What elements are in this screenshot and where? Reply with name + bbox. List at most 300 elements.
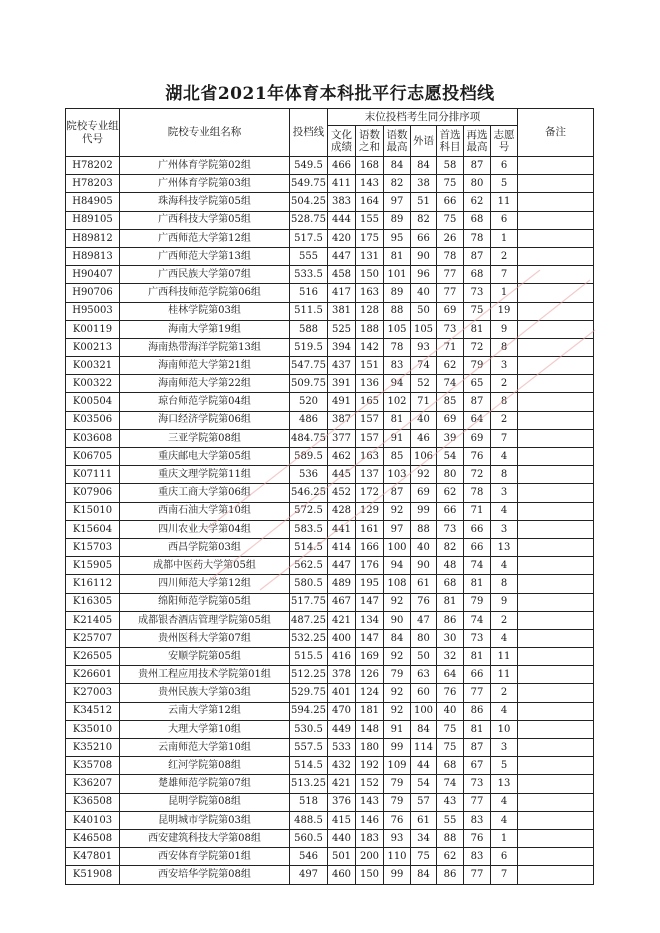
cell-c2: 148 — [356, 720, 384, 738]
cell-c4: 106 — [411, 448, 437, 466]
cell-code: K36508 — [66, 793, 120, 811]
cell-c1: 378 — [328, 666, 356, 684]
cell-c3: 97 — [384, 520, 411, 538]
cell-c1: 466 — [328, 157, 356, 175]
cell-c7: 2 — [491, 684, 518, 702]
table-body — [66, 157, 594, 885]
cell-remark — [518, 611, 594, 629]
cell-name: 重庆文理学院第11组 — [120, 466, 290, 484]
cell-c1: 400 — [328, 629, 356, 647]
cell-c7: 5 — [491, 757, 518, 775]
cell-code: H90706 — [66, 284, 120, 302]
cell-c7: 5 — [491, 175, 518, 193]
cell-c5: 78 — [437, 247, 464, 265]
table-row — [66, 575, 594, 593]
header-score: 投档线 — [290, 109, 328, 157]
cell-c4: 44 — [411, 757, 437, 775]
cell-c4: 84 — [411, 866, 437, 884]
table-row — [66, 557, 594, 575]
cell-c5: 71 — [437, 338, 464, 356]
cell-c7: 8 — [491, 575, 518, 593]
cell-remark — [518, 429, 594, 447]
cell-c6: 75 — [464, 302, 491, 320]
table-row — [66, 266, 594, 284]
cell-c3: 97 — [384, 193, 411, 211]
cell-name: 海南师范大学第21组 — [120, 357, 290, 375]
cell-c1: 377 — [328, 429, 356, 447]
cell-c3: 88 — [384, 302, 411, 320]
table-row — [66, 375, 594, 393]
cell-c7: 19 — [491, 302, 518, 320]
header-culture: 文化成绩 — [328, 126, 356, 157]
cell-c4: 93 — [411, 338, 437, 356]
cell-name: 西昌学院第03组 — [120, 538, 290, 556]
cell-c5: 69 — [437, 411, 464, 429]
cell-name: 广西民族大学第07组 — [120, 266, 290, 284]
cell-score: 580.5 — [290, 575, 328, 593]
cell-score: 549.75 — [290, 175, 328, 193]
table-row — [66, 793, 594, 811]
cell-score: 555 — [290, 247, 328, 265]
cell-name: 楚雄师范学院第07组 — [120, 775, 290, 793]
cell-name: 西南石油大学第10组 — [120, 502, 290, 520]
cell-score: 486 — [290, 411, 328, 429]
cell-remark — [518, 393, 594, 411]
cell-code: K15905 — [66, 557, 120, 575]
cell-c1: 501 — [328, 848, 356, 866]
cell-c6: 79 — [464, 357, 491, 375]
cell-c7: 4 — [491, 448, 518, 466]
cell-score: 533.5 — [290, 266, 328, 284]
cell-c2: 152 — [356, 775, 384, 793]
cell-name: 广西师范大学第12组 — [120, 229, 290, 247]
cell-c1: 411 — [328, 175, 356, 193]
header-wish-number: 志愿号 — [491, 126, 518, 157]
cell-score: 530.5 — [290, 720, 328, 738]
cell-c1: 414 — [328, 538, 356, 556]
table-row — [66, 284, 594, 302]
cell-c7: 7 — [491, 266, 518, 284]
cell-c3: 92 — [384, 702, 411, 720]
cell-c6: 76 — [464, 448, 491, 466]
cell-remark — [518, 593, 594, 611]
cell-c5: 40 — [437, 702, 464, 720]
cell-remark — [518, 538, 594, 556]
cell-c1: 444 — [328, 211, 356, 229]
cell-c2: 163 — [356, 284, 384, 302]
table-row — [66, 848, 594, 866]
cell-score: 509.75 — [290, 375, 328, 393]
cell-c1: 415 — [328, 811, 356, 829]
cell-c3: 81 — [384, 411, 411, 429]
table-row — [66, 466, 594, 484]
cell-code: K03608 — [66, 429, 120, 447]
table-row — [66, 720, 594, 738]
table-row — [66, 448, 594, 466]
cell-remark — [518, 829, 594, 847]
cell-remark — [518, 502, 594, 520]
cell-c5: 75 — [437, 739, 464, 757]
cell-score: 549.5 — [290, 157, 328, 175]
cell-c1: 432 — [328, 757, 356, 775]
cell-c2: 128 — [356, 302, 384, 320]
cell-c5: 81 — [437, 593, 464, 611]
cell-c1: 525 — [328, 320, 356, 338]
cell-c4: 40 — [411, 284, 437, 302]
cell-c7: 3 — [491, 484, 518, 502]
table-row — [66, 157, 594, 175]
cell-c2: 157 — [356, 429, 384, 447]
cell-name: 三亚学院第08组 — [120, 429, 290, 447]
cell-c5: 68 — [437, 575, 464, 593]
header-second-max: 再选最高 — [464, 126, 491, 157]
cell-c3: 90 — [384, 611, 411, 629]
cell-c4: 90 — [411, 557, 437, 575]
cell-score: 488.5 — [290, 811, 328, 829]
cell-c2: 169 — [356, 648, 384, 666]
cell-code: H90407 — [66, 266, 120, 284]
cell-c4: 99 — [411, 502, 437, 520]
cell-c2: 157 — [356, 411, 384, 429]
cell-c1: 447 — [328, 557, 356, 575]
cell-c6: 72 — [464, 338, 491, 356]
cell-code: K06705 — [66, 448, 120, 466]
cell-c5: 85 — [437, 393, 464, 411]
table-row — [66, 302, 594, 320]
cell-name: 珠海科技学院第05组 — [120, 193, 290, 211]
cell-c4: 61 — [411, 811, 437, 829]
cell-score: 583.5 — [290, 520, 328, 538]
cell-c2: 147 — [356, 593, 384, 611]
cell-score: 484.75 — [290, 429, 328, 447]
cell-c7: 7 — [491, 429, 518, 447]
cell-c4: 84 — [411, 157, 437, 175]
cell-c4: 71 — [411, 393, 437, 411]
table-row — [66, 484, 594, 502]
cell-c2: 195 — [356, 575, 384, 593]
cell-name: 西安培华学院第08组 — [120, 866, 290, 884]
cell-code: K47801 — [66, 848, 120, 866]
cell-code: K35210 — [66, 739, 120, 757]
cell-c1: 391 — [328, 375, 356, 393]
cell-c5: 62 — [437, 357, 464, 375]
cell-remark — [518, 520, 594, 538]
cell-remark — [518, 793, 594, 811]
table-row — [66, 357, 594, 375]
cell-c5: 73 — [437, 320, 464, 338]
cell-c4: 40 — [411, 538, 437, 556]
cell-c6: 73 — [464, 284, 491, 302]
cell-c3: 92 — [384, 648, 411, 666]
cell-code: K35010 — [66, 720, 120, 738]
cell-c5: 75 — [437, 720, 464, 738]
cell-c7: 11 — [491, 648, 518, 666]
cell-score: 517.75 — [290, 593, 328, 611]
cell-c3: 76 — [384, 811, 411, 829]
cell-c4: 50 — [411, 648, 437, 666]
cell-score: 518 — [290, 793, 328, 811]
cell-score: 560.5 — [290, 829, 328, 847]
cell-c7: 6 — [491, 211, 518, 229]
cell-c1: 416 — [328, 648, 356, 666]
cell-code: H89812 — [66, 229, 120, 247]
cell-score: 562.5 — [290, 557, 328, 575]
cell-c7: 13 — [491, 538, 518, 556]
table-row — [66, 666, 594, 684]
cell-code: K00321 — [66, 357, 120, 375]
cell-c1: 441 — [328, 520, 356, 538]
cell-name: 西安体育学院第01组 — [120, 848, 290, 866]
cell-c7: 2 — [491, 375, 518, 393]
table-row — [66, 593, 594, 611]
header-name: 院校专业组名称 — [120, 109, 290, 157]
cell-score: 519.5 — [290, 338, 328, 356]
cell-name: 重庆邮电大学第05组 — [120, 448, 290, 466]
cell-c5: 55 — [437, 811, 464, 829]
cell-c6: 67 — [464, 757, 491, 775]
cell-c6: 66 — [464, 520, 491, 538]
cell-score: 515.5 — [290, 648, 328, 666]
cell-c5: 39 — [437, 429, 464, 447]
cell-c2: 176 — [356, 557, 384, 575]
cell-c2: 146 — [356, 811, 384, 829]
cell-c1: 421 — [328, 611, 356, 629]
cell-name: 广西师范大学第13组 — [120, 247, 290, 265]
cell-name: 琼台师范学院第04组 — [120, 393, 290, 411]
table-row — [66, 648, 594, 666]
cell-c6: 83 — [464, 811, 491, 829]
cell-c4: 96 — [411, 266, 437, 284]
header-tiebreak-group: 末位投档考生同分排序项 — [328, 109, 518, 126]
cell-score: 504.25 — [290, 193, 328, 211]
cell-c7: 4 — [491, 502, 518, 520]
cell-remark — [518, 684, 594, 702]
cell-remark — [518, 157, 594, 175]
cell-c1: 467 — [328, 593, 356, 611]
table-row — [66, 611, 594, 629]
table-row — [66, 320, 594, 338]
cell-remark — [518, 848, 594, 866]
cell-c3: 87 — [384, 484, 411, 502]
cell-c5: 62 — [437, 484, 464, 502]
cell-c1: 445 — [328, 466, 356, 484]
cell-c4: 80 — [411, 629, 437, 647]
cell-c2: 147 — [356, 629, 384, 647]
table-row — [66, 757, 594, 775]
cell-c6: 87 — [464, 393, 491, 411]
cell-score: 589.5 — [290, 448, 328, 466]
cell-c7: 8 — [491, 466, 518, 484]
cell-c3: 108 — [384, 575, 411, 593]
cell-c1: 381 — [328, 302, 356, 320]
cell-remark — [518, 284, 594, 302]
cell-c3: 78 — [384, 338, 411, 356]
cell-c7: 7 — [491, 866, 518, 884]
cell-c3: 91 — [384, 429, 411, 447]
cell-c1: 383 — [328, 193, 356, 211]
cell-c3: 102 — [384, 393, 411, 411]
cell-code: K07906 — [66, 484, 120, 502]
cell-c1: 449 — [328, 720, 356, 738]
cell-c1: 491 — [328, 393, 356, 411]
cell-code: K15703 — [66, 538, 120, 556]
cell-c4: 92 — [411, 466, 437, 484]
cell-c2: 180 — [356, 739, 384, 757]
cell-name: 广西科技师范学院第06组 — [120, 284, 290, 302]
cell-code: K00213 — [66, 338, 120, 356]
cell-c2: 175 — [356, 229, 384, 247]
cell-remark — [518, 702, 594, 720]
cell-name: 桂林学院第03组 — [120, 302, 290, 320]
cell-c5: 30 — [437, 629, 464, 647]
cell-c1: 394 — [328, 338, 356, 356]
cell-name: 海南师范大学第22组 — [120, 375, 290, 393]
cell-c3: 79 — [384, 666, 411, 684]
cell-c2: 150 — [356, 266, 384, 284]
cell-code: H95003 — [66, 302, 120, 320]
cell-c1: 462 — [328, 448, 356, 466]
cell-c4: 105 — [411, 320, 437, 338]
cell-code: K15604 — [66, 520, 120, 538]
cell-c6: 79 — [464, 593, 491, 611]
cell-c6: 62 — [464, 193, 491, 211]
cell-c6: 83 — [464, 848, 491, 866]
cell-c4: 88 — [411, 520, 437, 538]
cell-c2: 166 — [356, 538, 384, 556]
cell-remark — [518, 175, 594, 193]
cell-c7: 3 — [491, 520, 518, 538]
cell-code: H78202 — [66, 157, 120, 175]
cell-c3: 94 — [384, 375, 411, 393]
header-first-subject: 首选科目 — [437, 126, 464, 157]
cell-code: H78203 — [66, 175, 120, 193]
cell-code: K16305 — [66, 593, 120, 611]
cell-remark — [518, 666, 594, 684]
cell-c7: 2 — [491, 247, 518, 265]
cell-c6: 73 — [464, 629, 491, 647]
cell-remark — [518, 775, 594, 793]
cell-remark — [518, 357, 594, 375]
cell-c1: 428 — [328, 502, 356, 520]
cell-score: 536 — [290, 466, 328, 484]
cell-code: K07111 — [66, 466, 120, 484]
cell-code: K35708 — [66, 757, 120, 775]
cell-score: 497 — [290, 866, 328, 884]
cell-name: 西安建筑科技大学第08组 — [120, 829, 290, 847]
cell-c2: 192 — [356, 757, 384, 775]
cell-c4: 84 — [411, 720, 437, 738]
cell-c1: 458 — [328, 266, 356, 284]
cell-c1: 417 — [328, 284, 356, 302]
cell-remark — [518, 720, 594, 738]
cell-score: 513.25 — [290, 775, 328, 793]
cell-code: H84905 — [66, 193, 120, 211]
cell-c7: 11 — [491, 666, 518, 684]
cell-c5: 86 — [437, 611, 464, 629]
cell-c5: 69 — [437, 302, 464, 320]
cell-c4: 40 — [411, 411, 437, 429]
cell-remark — [518, 448, 594, 466]
cell-c6: 66 — [464, 666, 491, 684]
cell-c2: 168 — [356, 157, 384, 175]
cell-name: 贵州工程应用技术学院第01组 — [120, 666, 290, 684]
cell-c7: 6 — [491, 157, 518, 175]
cell-remark — [518, 375, 594, 393]
table-row — [66, 193, 594, 211]
cell-name: 安顺学院第05组 — [120, 648, 290, 666]
cell-c1: 452 — [328, 484, 356, 502]
cell-c2: 172 — [356, 484, 384, 502]
cell-c4: 76 — [411, 593, 437, 611]
cell-c5: 86 — [437, 866, 464, 884]
cell-c7: 6 — [491, 848, 518, 866]
cell-c1: 421 — [328, 775, 356, 793]
cell-c4: 66 — [411, 229, 437, 247]
cell-name: 贵州民族大学第03组 — [120, 684, 290, 702]
cell-c2: 188 — [356, 320, 384, 338]
cell-c5: 75 — [437, 175, 464, 193]
cell-c7: 1 — [491, 829, 518, 847]
cell-c6: 81 — [464, 720, 491, 738]
cell-c5: 74 — [437, 775, 464, 793]
cell-c2: 126 — [356, 666, 384, 684]
cell-score: 547.75 — [290, 357, 328, 375]
cell-c3: 92 — [384, 684, 411, 702]
cell-c3: 94 — [384, 557, 411, 575]
cell-score: 514.5 — [290, 757, 328, 775]
cell-c4: 57 — [411, 793, 437, 811]
cell-c5: 66 — [437, 502, 464, 520]
cell-score: 529.75 — [290, 684, 328, 702]
cell-code: K21405 — [66, 611, 120, 629]
cell-name: 昆明城市学院第03组 — [120, 811, 290, 829]
cell-score: 557.5 — [290, 739, 328, 757]
cell-c2: 165 — [356, 393, 384, 411]
cell-c4: 51 — [411, 193, 437, 211]
cell-c3: 84 — [384, 629, 411, 647]
cell-c6: 81 — [464, 320, 491, 338]
cell-c1: 420 — [328, 229, 356, 247]
page-title: 湖北省2021年体育本科批平行志愿投档线 — [165, 84, 495, 104]
cell-c3: 93 — [384, 829, 411, 847]
table-row — [66, 211, 594, 229]
cell-c1: 440 — [328, 829, 356, 847]
cell-c3: 79 — [384, 793, 411, 811]
cell-c2: 129 — [356, 502, 384, 520]
table-row — [66, 538, 594, 556]
cell-c2: 143 — [356, 175, 384, 193]
cell-c7: 4 — [491, 557, 518, 575]
cell-code: K15010 — [66, 502, 120, 520]
cell-c4: 46 — [411, 429, 437, 447]
cell-score: 511.5 — [290, 302, 328, 320]
cell-code: K26505 — [66, 648, 120, 666]
table-row — [66, 775, 594, 793]
cell-c4: 47 — [411, 611, 437, 629]
cell-remark — [518, 211, 594, 229]
cell-c2: 131 — [356, 247, 384, 265]
cell-name: 云南大学第12组 — [120, 702, 290, 720]
cell-c7: 1 — [491, 229, 518, 247]
cell-name: 红河学院第08组 — [120, 757, 290, 775]
cell-score: 516 — [290, 284, 328, 302]
cell-c6: 73 — [464, 775, 491, 793]
cell-c7: 9 — [491, 593, 518, 611]
cell-c7: 1 — [491, 284, 518, 302]
header-chn-math: 语数之和 — [356, 126, 384, 157]
cell-score: 588 — [290, 320, 328, 338]
cell-c4: 38 — [411, 175, 437, 193]
